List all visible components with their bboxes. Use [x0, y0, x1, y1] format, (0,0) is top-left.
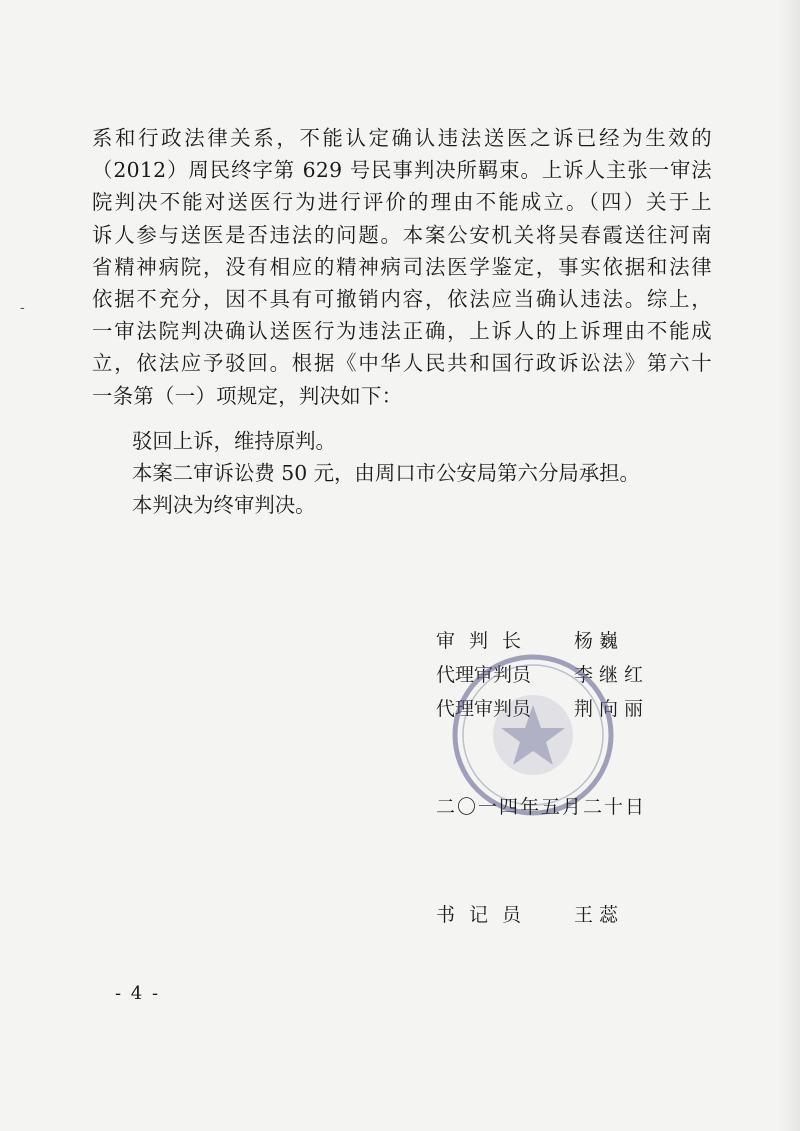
signatory-chief-judge — [436, 626, 624, 653]
signatory-name: 李继红 — [574, 664, 650, 686]
scan-edge — [778, 0, 800, 1131]
ruling-item: 驳回上诉，维持原判。 — [132, 429, 336, 453]
scan-speck: - — [20, 300, 25, 316]
paragraph-line: 省精神病院，没有相应的精神病司法医学鉴定，事实依据和法律 — [92, 254, 712, 279]
signatory-name: 杨巍 — [574, 630, 625, 652]
ruling-list — [132, 425, 640, 522]
ruling-item: 本判决为终审判决。 — [132, 493, 316, 518]
paragraph-line: 系和行政法律关系，不能认定确认违法送医之诉已经为生效的 — [92, 126, 712, 150]
paragraph-line: 依据不充分，因不具有可撤销内容，依法应当确认违法。综上， — [92, 287, 712, 312]
judgment-paragraph — [92, 122, 712, 412]
paragraph-line: （2012）周民终字第 629 号民事判决所羁束。上诉人主张一审法 — [92, 158, 712, 183]
signatory-role: 代理审判员 — [436, 664, 532, 686]
paragraph-line: 立，依法应予驳回。根据《中华人民共和国行政诉讼法》第六十 — [92, 351, 712, 376]
clerk-signature — [436, 900, 624, 927]
judgment-date: 二〇一四年五月二十日 — [436, 796, 647, 818]
paragraph-line: 诉人参与送医是否违法的问题。本案公安机关将吴春霞送往河南 — [92, 222, 712, 247]
signatory-name: 荆向丽 — [574, 698, 650, 720]
page-number: - 4 - — [115, 983, 161, 1004]
signatory-role: 审判长 — [436, 630, 536, 652]
clerk-name: 王蕊 — [574, 904, 625, 926]
ruling-item: 本案二审诉讼费 50 元，由周口市公安局第六分局承担。 — [132, 461, 640, 486]
paragraph-line: 一条第（一）项规定，判决如下： — [92, 383, 403, 408]
clerk-role: 书记员 — [436, 904, 536, 926]
paragraph-line: 院判决不能对送医行为进行评价的理由不能成立。（四）关于上 — [92, 190, 712, 215]
signatory-role: 代理审判员 — [436, 698, 532, 720]
paragraph-line: 一审法院判决确认送医行为违法正确，上诉人的上诉理由不能成 — [92, 319, 712, 344]
